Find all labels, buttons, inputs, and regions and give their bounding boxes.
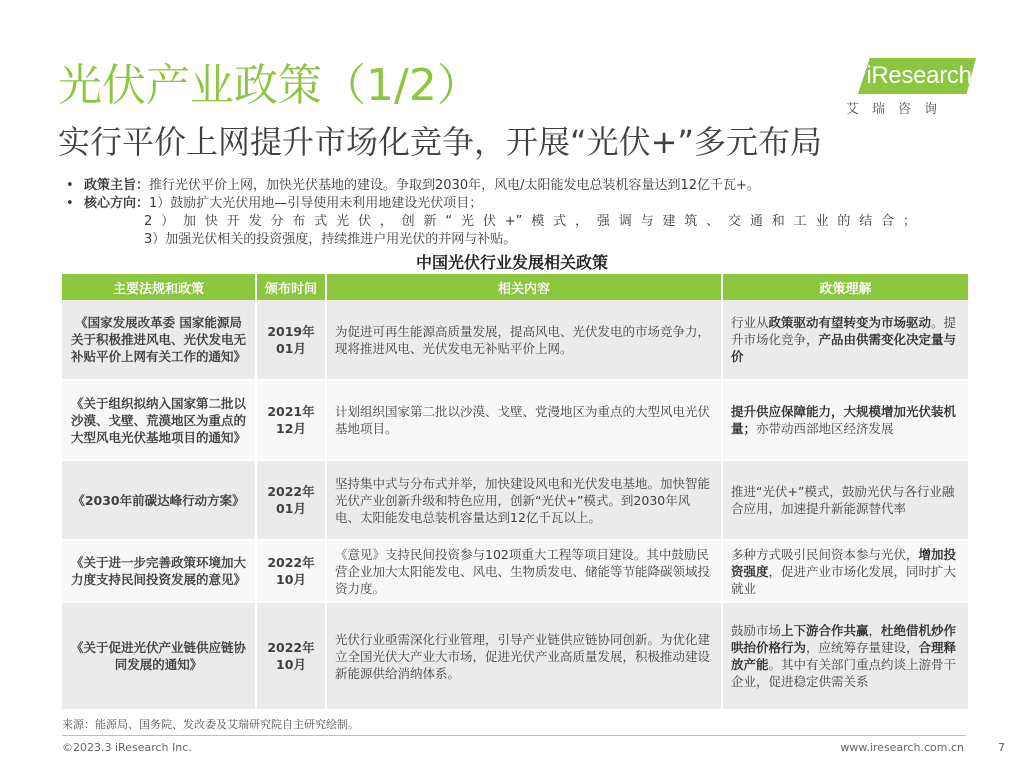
policy-label: 政策主旨： (84, 178, 150, 193)
table-body (62, 300, 968, 710)
date-cell: 2022年10月 (256, 602, 326, 710)
page-subtitle: 实行平价上网提升市场化竞争，开展“光伏+”多元布局 (58, 123, 822, 161)
direction-line-1: 1）鼓励扩大光伏用地—引导使用未利用地建设光伏项目； (149, 196, 483, 211)
content-cell: 光伏行业亟需深化行业管理，引导产业链供应链协同创新。为优化建立全国光伏大产业大市场，促进光伏产业高质量发展，积极推动建设新能源供给消纳体系。 (326, 602, 722, 710)
interpretation-cell (722, 380, 968, 460)
law-cell: 《关于进一步完善政策环境加大力度支持民间投资发展的意见》 (62, 540, 256, 602)
table-title: 中国光伏行业发展相关政策 (415, 253, 608, 272)
interpretation-text: ，应统筹存量建设， (806, 640, 919, 655)
content-cell: 坚持集中式与分布式并举，加快建设风电和光伏发电基地。加快智能光伏产业创新升级和特色应用，创新“光伏+”模式。到2030年风电、太阳能发电总装机容量达到12亿千瓦以上。 (326, 460, 722, 540)
interpretation-text: ， (868, 623, 882, 638)
interpretation-emphasis: 上下游合作共赢 (781, 623, 869, 638)
interpretation-text: 多种方式吸引民间资本参与光伏， (731, 546, 919, 562)
interpretation-emphasis: 政策驱动有望转变为市场驱动 (768, 315, 932, 330)
bullet-direction (66, 195, 946, 213)
interpretation-emphasis: 合理释放产能 (731, 640, 957, 672)
table-row (62, 540, 968, 602)
source-note: 来源：能源局、国务院、发改委及艾瑞研究院自主研究绘制。 (62, 718, 359, 731)
bullet-marker: • (66, 196, 74, 211)
date-cell: 2019年01月 (256, 300, 326, 380)
policy-table (62, 274, 968, 711)
interpretation-emphasis: 增加投资强度 (731, 546, 957, 579)
content-cell: 计划组织国家第二批以沙漠、戈壁、党漫地区为重点的大型风电光伏基地项目。 (326, 380, 722, 460)
date-cell: 2021年12月 (256, 380, 326, 460)
iresearch-logo (838, 52, 978, 118)
table-row (62, 300, 968, 380)
interpretation-text: 鼓励市场 (731, 623, 782, 638)
law-cell: 《2030年前碳达峰行动方案》 (62, 460, 256, 540)
column-header-law: 主要法规和政策 (62, 274, 256, 300)
column-header-date: 颁布时间 (256, 274, 326, 300)
law-cell: 《国家发展改革委 国家能源局关于积极推进风电、光伏发电无补贴平价上网有关工作的通知》 (62, 300, 256, 380)
direction-line-2: 2）加快开发分布式光伏，创新“光伏+”模式，强调与建筑、交通和工业的结合； (144, 214, 916, 229)
interpretation-text: ，促进产业市场化发展，同时扩大就业 (731, 563, 957, 596)
table-row (62, 460, 968, 540)
page-number: 7 (998, 741, 1005, 754)
table-row (62, 602, 968, 710)
content-cell: 为促进可再生能源高质量发展，提高风电、光伏发电的市场竞争力，现将推进风电、光伏发电无补贴平价上网。 (326, 300, 722, 380)
date-cell: 2022年01月 (256, 460, 326, 540)
interpretation-emphasis: 提升供应保障能力，大规模增加光伏装机量； (731, 404, 957, 436)
policy-text: 推行光伏平价上网，加快光伏基地的建设。争取到2030年，风电/太阳能发电总装机容量达到12亿千瓦+。 (149, 178, 760, 193)
bullet-marker: • (66, 178, 74, 193)
interpretation-text: 。其中有关部门重点约谈上游骨干企业，促进稳定供需关系 (731, 657, 957, 689)
interpretation-text: 亦带动西部地区经济发展 (756, 421, 894, 436)
interpretation-text: 行业从 (731, 315, 769, 330)
copyright: ©2023.3 iResearch Inc. (62, 741, 192, 754)
interpretation-cell (722, 602, 968, 710)
interpretation-cell (722, 540, 968, 602)
interpretation-emphasis: 产品由供需变化决定量与价 (731, 332, 957, 364)
footer-divider (62, 735, 966, 736)
interpretation-text: 推进“光伏+”模式，鼓励光伏与各行业融合应用，加速提升新能源替代率 (731, 484, 955, 516)
page-title: 光伏产业政策（1/2） (58, 60, 481, 111)
direction-label: 核心方向： (84, 196, 150, 211)
date-cell: 2022年10月 (256, 540, 326, 602)
interpretation-emphasis: 杜绝借机炒作哄抬价格行为 (731, 623, 957, 655)
law-cell: 《关于组织拟纳入国家第二批以沙漠、戈壁、荒漠地区为重点的大型风电光伏基地项目的通知》 (62, 380, 256, 460)
table-header-row (62, 274, 968, 300)
table-row (62, 380, 968, 460)
interpretation-cell (722, 300, 968, 380)
law-cell: 《关于促进光伏产业链供应链协同发展的通知》 (62, 602, 256, 710)
website-url: www.iresearch.com.cn (840, 741, 964, 754)
bullet-policy (66, 177, 946, 195)
direction-line-3: 3）加强光伏相关的投资强度，持续推进户用光伏的并网与补贴。 (144, 232, 517, 247)
interpretation-cell (722, 460, 968, 540)
column-header-interpretation: 政策理解 (722, 274, 968, 300)
content-cell: 《意见》支持民间投资参与102项重大工程等项目建设。其中鼓励民营企业加大太阳能发电、风电、生物质发电、储能等节能降碳领域投资力度。 (326, 540, 722, 602)
column-header-content: 相关内容 (326, 274, 722, 300)
interpretation-text: 。提升市场化竞争， (731, 315, 957, 347)
logo-chinese-text: 艾瑞咨询 (846, 102, 951, 117)
key-points (66, 177, 946, 249)
logo-text: iResearch (866, 62, 972, 89)
